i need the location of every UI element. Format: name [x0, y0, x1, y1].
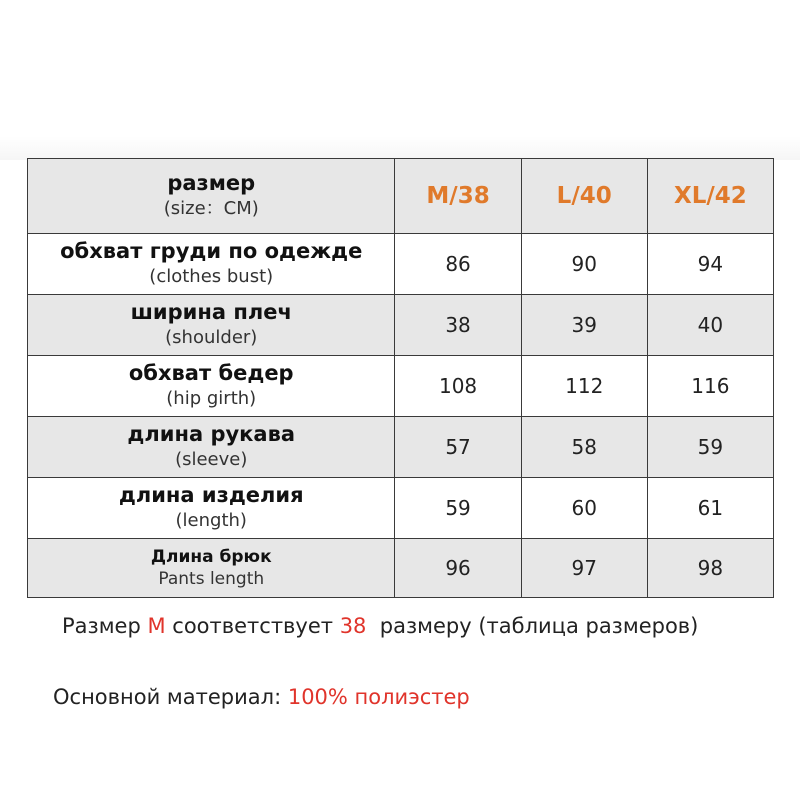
- size-header-cell: [395, 159, 521, 234]
- row-label-cell: [28, 539, 395, 598]
- material-note-value: 100% полиэстер: [287, 685, 470, 709]
- size-note: [62, 614, 698, 638]
- value-cell: [395, 417, 521, 478]
- value-cell: [395, 478, 521, 539]
- cell-value: 97: [571, 556, 597, 580]
- row-label-en: (length): [175, 510, 247, 531]
- value-cell: [521, 295, 647, 356]
- cell-value: 96: [445, 556, 471, 580]
- cell-value: 59: [697, 435, 724, 459]
- value-cell: [647, 417, 773, 478]
- header-label-ru: размер: [167, 171, 256, 195]
- cell-value: 39: [571, 313, 597, 337]
- value-cell: [521, 417, 647, 478]
- value-cell: [647, 478, 773, 539]
- row-label-en: (shoulder): [165, 327, 258, 348]
- table-row: [28, 295, 774, 356]
- value-cell: [395, 234, 521, 295]
- size-note-text: соответствует: [165, 614, 340, 638]
- material-note-label: Основной материал:: [53, 685, 288, 709]
- size-table: [27, 158, 774, 598]
- size-header-cell: [521, 159, 647, 234]
- background-fade: [0, 0, 800, 160]
- cell-value: 57: [445, 435, 471, 459]
- cell-value: 90: [571, 252, 597, 276]
- material-note: [53, 685, 470, 709]
- size-note-number: 38: [339, 614, 367, 638]
- cell-value: 58: [571, 435, 597, 459]
- cell-value: 98: [697, 556, 724, 580]
- row-label-ru: обхват груди по одежде: [60, 239, 363, 263]
- size-note-text: размеру (таблица размеров): [366, 614, 699, 638]
- table-row: [28, 234, 774, 295]
- row-label-en: (hip girth): [166, 388, 257, 409]
- row-label-ru: длина рукава: [127, 422, 296, 446]
- cell-value: 108: [438, 374, 478, 398]
- size-header-l: L/40: [556, 183, 612, 209]
- cell-value: 116: [691, 374, 730, 398]
- value-cell: [647, 539, 773, 598]
- value-cell: [521, 539, 647, 598]
- value-cell: [647, 356, 773, 417]
- value-cell: [395, 295, 521, 356]
- cell-value: 59: [445, 496, 471, 520]
- table-row: [28, 478, 774, 539]
- table-row: [28, 417, 774, 478]
- cell-value: 94: [697, 252, 724, 276]
- cell-value: 112: [565, 374, 604, 398]
- row-label-cell: [28, 295, 395, 356]
- row-label-ru: Длина брюк: [150, 547, 272, 567]
- row-label-en: (sleeve): [175, 449, 248, 470]
- size-note-text: Размер: [62, 614, 148, 638]
- row-label-cell: [28, 478, 395, 539]
- table-header-row: [28, 159, 774, 234]
- header-label-cell: [28, 159, 395, 234]
- cell-value: 86: [445, 252, 471, 276]
- row-label-cell: [28, 417, 395, 478]
- row-label-cell: [28, 356, 395, 417]
- cell-value: 61: [697, 496, 724, 520]
- table-row: [28, 356, 774, 417]
- value-cell: [647, 295, 773, 356]
- size-header-m: M/38: [426, 183, 490, 209]
- size-note-size: M: [147, 614, 166, 638]
- value-cell: [521, 234, 647, 295]
- row-label-en: Pants length: [158, 569, 265, 589]
- row-label-en: (clothes bust): [149, 266, 274, 287]
- row-label-ru: длина изделия: [118, 483, 304, 507]
- header-label-en: (size：CM): [163, 198, 259, 219]
- row-label-cell: [28, 234, 395, 295]
- cell-value: 60: [571, 496, 597, 520]
- row-label-ru: ширина плеч: [130, 300, 292, 324]
- value-cell: [521, 356, 647, 417]
- cell-value: 38: [445, 313, 471, 337]
- size-header-xl: XL/42: [674, 183, 747, 209]
- value-cell: [395, 539, 521, 598]
- value-cell: [647, 234, 773, 295]
- value-cell: [395, 356, 521, 417]
- cell-value: 40: [697, 313, 724, 337]
- value-cell: [521, 478, 647, 539]
- table-row: [28, 539, 774, 598]
- row-label-ru: обхват бедер: [128, 361, 294, 385]
- size-header-cell: [647, 159, 773, 234]
